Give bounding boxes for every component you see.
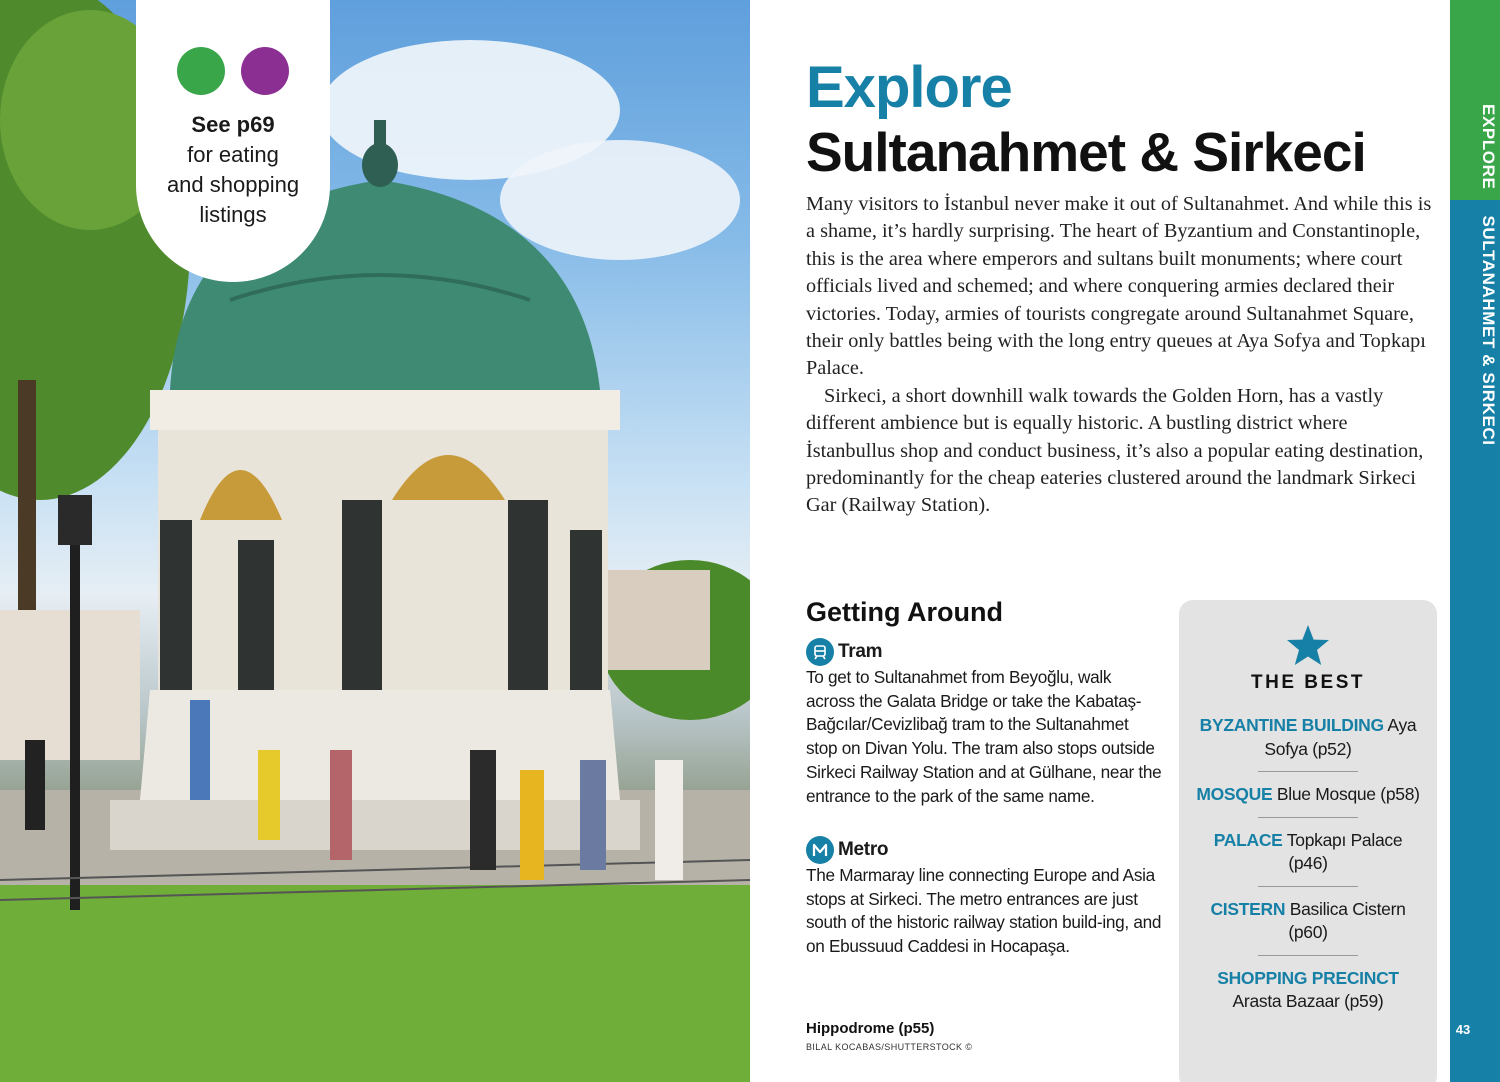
best-text: Arasta Bazaar (p59)	[1232, 991, 1384, 1011]
divider	[1258, 817, 1358, 818]
best-text: Aya Sofya (p52)	[1264, 715, 1417, 759]
divider	[1258, 771, 1358, 772]
tram-label: Tram	[838, 641, 883, 663]
best-text: Topkapı Palace (p46)	[1282, 829, 1403, 873]
see-also-line-3: listings	[199, 202, 267, 227]
divider	[1258, 955, 1358, 956]
star-icon	[1286, 624, 1330, 666]
best-item-cistern[interactable]	[1179, 898, 1437, 945]
best-item-palace[interactable]	[1179, 829, 1437, 876]
see-also-bubble	[136, 0, 330, 282]
best-item-byzantine[interactable]	[1179, 714, 1437, 761]
metro-label: Metro	[838, 839, 889, 861]
best-item-mosque[interactable]	[1179, 783, 1437, 807]
photo-credit: BILAL KOCABAS/SHUTTERSTOCK ©	[806, 1042, 973, 1052]
page-number: 43	[1455, 1022, 1471, 1037]
tram-section	[806, 638, 1162, 808]
the-best-title: THE BEST	[1251, 672, 1365, 693]
best-text: Basilica Cistern (p60)	[1285, 898, 1406, 942]
intro-text	[806, 191, 1438, 520]
metro-icon	[806, 836, 834, 864]
best-category: MOSQUE	[1196, 784, 1273, 804]
tram-text: To get to Sultanahmet from Beyoğlu, walk across the Galata Bridge or take the Kabataş-Bağcılar/Cevizlibağ tram to the Sultanahmet stop on Divan Yolu. The tram also stops outside Sirkeci Railway Station and at Gülhane, near the entrance to the park of the same name.	[806, 667, 1162, 806]
intro-paragraph-2: Sirkeci, a short downhill walk towards the Golden Horn, has a vastly different ambience but is equally historic. A bustling district where İstanbullus shop and conduct business, it’s also a popular eating destination, predominantly for the cheap eateries clustered around the landmark Sirkeci Gar (Railway Station).	[806, 384, 1424, 517]
fork-knife-icon	[177, 47, 225, 95]
best-category: PALACE	[1213, 829, 1283, 850]
metro-section	[806, 836, 1162, 959]
see-also-line-1: for eating	[187, 142, 279, 167]
tram-icon	[806, 638, 834, 666]
best-category: BYZANTINE BUILDING	[1199, 715, 1384, 735]
divider	[1258, 886, 1358, 887]
metro-text: The Marmaray line connecting Europe and Asia stops at Sirkeci. The metro entrances are just south of the historic railway station build-ing, and on Ebussuud Caddesi in Hocapaşa.	[806, 865, 1162, 957]
see-also-page-ref[interactable]: See p69	[191, 112, 275, 137]
shopping-bag-icon	[241, 47, 289, 95]
getting-around-heading: Getting Around	[806, 597, 1003, 627]
best-text: Blue Mosque (p58)	[1272, 784, 1420, 804]
side-tab-area: SULTANAHMET & SIRKECI	[1479, 215, 1498, 446]
page-title-explore: Explore	[806, 55, 1012, 120]
best-category: CISTERN	[1210, 898, 1286, 919]
intro-paragraph-1: Many visitors to İstanbul never make it out of Sultanahmet. And while this is a shame, it’s hardly surprising. The heart of Byzantium and Constantinople, this is the area where emperors and sultans built monuments; where court officials lived and schemed; and where conquering armies declared their victories. Today, armies of tourists congregate around Sultanahmet Square, their only battles being with the long entry queues at Aya Sofya and Topkapı Palace.	[806, 193, 1432, 380]
see-also-line-2: and shopping	[166, 172, 300, 197]
side-tab-section: EXPLORE	[1479, 104, 1498, 190]
side-tab-label	[1478, 104, 1498, 446]
best-item-shopping[interactable]	[1179, 967, 1437, 1014]
see-also-text	[136, 110, 330, 230]
page-title-area: Sultanahmet & Sirkeci	[806, 121, 1366, 183]
photo-caption: Hippodrome (p55)	[806, 1020, 935, 1037]
the-best-box	[1179, 600, 1437, 1082]
best-category: SHOPPING PRECINCT	[1217, 967, 1399, 988]
